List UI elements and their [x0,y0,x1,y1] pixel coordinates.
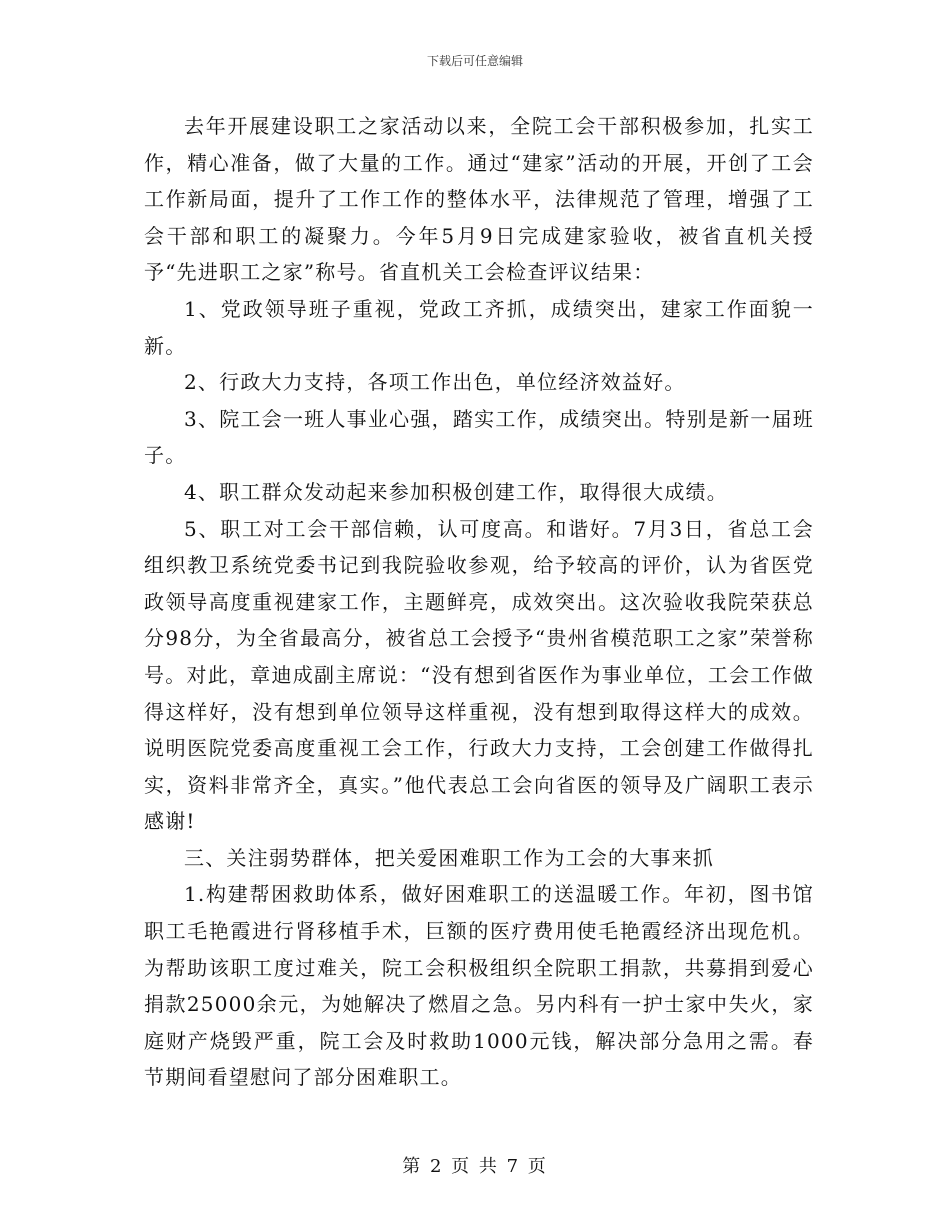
paragraph-item-5: 5、职工对工会干部信赖，认可度高。和谐好。7月3日，省总工会组织教卫系统党委书记到我院验收参观，给予较高的评价，认为省医党政领导高度重视建家工作，主题鲜亮，成效突出。这次验收我院荣获总分98分，为全省最高分，被省总工会授予“贵州省模范职工之家”荣誉称号。对此，章迪成副主席说：“没有想到省医作为事业单位，工会工作做得这样好，没有想到单位领导这样重视，没有想到取得这样大的成效。说明医院党委高度重视工会工作，行政大力支持，工会创建工作做得扎实，资料非常齐全，真实。”他代表总工会向省医的领导及广阔职工表示感谢! [144,516,814,834]
paragraph-section-3-item-1: 1.构建帮困救助体系，做好困难职工的送温暖工作。年初，图书馆职工毛艳霞进行肾移植手术，巨额的医疗费用使毛艳霞经济出现危机。为帮助该职工度过难关，院工会积极组织全院职工捐款，共募捐到爱心捐款25000余元，为她解决了燃眉之急。另内科有一护士家中失火，家庭财产烧毁严重，院工会及时救助1000元钱，解决部分急用之需。春节期间看望慰问了部分困难职工。 [144,882,814,1090]
page-header-note: 下载后可任意编辑 [426,54,523,68]
page-number-footer: 第 2 页 共 7 页 [402,1156,548,1177]
document-body [144,108,814,1096]
paragraph-intro: 去年开展建设职工之家活动以来，全院工会干部积极参加，扎实工作，精心准备，做了大量的工作。通过“建家”活动的开展，开创了工会工作新局面，提升了工作工作的整体水平，法律规范了管理，增强了工会干部和职工的凝聚力。今年5月9日完成建家验收，被省直机关授予“先进职工之家”称号。省直机关工会检查评议结果： [144,114,814,285]
paragraph-item-3: 3、院工会一班人事业心强，踏实工作，成绩突出。特别是新一届班子。 [144,406,814,468]
paragraph-item-1: 1、党政领导班子重视，党政工齐抓，成绩突出，建家工作面貌一新。 [144,296,814,358]
paragraph-item-4: 4、职工群众发动起来参加积极创建工作，取得很大成绩。 [184,479,728,504]
section-heading-3: 三、关注弱势群体，把关爱困难职工作为工会的大事来抓 [184,845,714,870]
paragraph-item-2: 2、行政大力支持，各项工作出色，单位经济效益好。 [184,370,686,395]
